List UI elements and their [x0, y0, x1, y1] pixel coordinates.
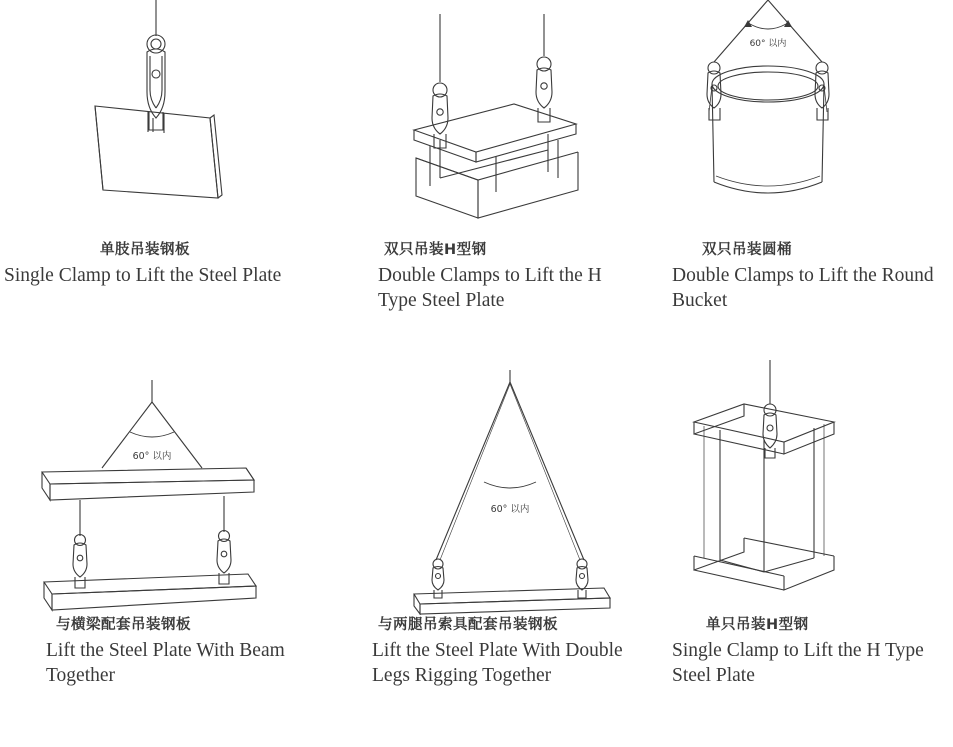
caption-zh: 单只吊装H型钢 [706, 617, 809, 633]
figure-cell-double-clamps-h-beam [318, 0, 636, 360]
figure-single-clamp-steel-plate [0, 0, 318, 240]
caption-en: Single Clamp to Lift the Steel Plate [4, 265, 282, 286]
single-clamp-vertical-plate-icon [0, 0, 318, 240]
caption-en: Double Clamps to Lift the H Type Steel Plate [378, 265, 602, 311]
caption-en: Double Clamps to Lift the Round Bucket [672, 265, 934, 311]
caption-en: Single Clamp to Lift the H Type Steel Plate [672, 640, 924, 686]
caption-double-clamps-h-beam [318, 240, 636, 313]
figure-single-clamp-h-beam [636, 360, 953, 615]
double-clamp-h-beam-icon [318, 0, 636, 240]
figure-lift-plate-with-beam [0, 360, 318, 615]
caption-single-clamp-h-beam [636, 615, 953, 688]
caption-zh: 与横梁配套吊装钢板 [56, 617, 191, 633]
caption-zh: 双只吊装圆桶 [702, 242, 792, 258]
caption-en: Lift the Steel Plate With Beam Together [46, 640, 285, 686]
caption-double-clamps-round-bucket [636, 240, 953, 313]
angle-label-rigging: 60° 以内 [490, 504, 530, 515]
caption-zh: 单肢吊装钢板 [100, 242, 190, 258]
figure-cell-double-clamps-round-bucket [636, 0, 953, 360]
figure-double-clamps-round-bucket [636, 0, 953, 240]
figure-double-clamps-h-beam [318, 0, 636, 240]
figure-cell-lift-plate-double-legs-rigging [318, 360, 636, 747]
angle-label-bucket: 60° 以内 [749, 39, 787, 49]
spreader-beam-plate-icon [0, 360, 318, 615]
double-clamp-round-bucket-icon [636, 0, 953, 240]
caption-lift-plate-with-beam [0, 615, 318, 688]
figure-lift-plate-double-legs-rigging [318, 360, 636, 615]
caption-single-clamp-steel-plate [0, 240, 318, 288]
caption-lift-plate-double-legs-rigging [318, 615, 636, 688]
single-clamp-h-beam-icon [636, 360, 953, 615]
figure-cell-single-clamp-h-beam [636, 360, 953, 747]
caption-en: Lift the Steel Plate With Double Legs Rigging Together [372, 640, 623, 686]
figure-cell-lift-plate-with-beam [0, 360, 318, 747]
caption-zh: 与两腿吊索具配套吊装钢板 [378, 617, 558, 633]
caption-zh: 双只吊装H型钢 [384, 242, 487, 258]
two-leg-sling-plate-icon [318, 360, 636, 615]
angle-label-beam: 60° 以内 [132, 451, 172, 462]
figure-cell-single-clamp-steel-plate [0, 0, 318, 360]
